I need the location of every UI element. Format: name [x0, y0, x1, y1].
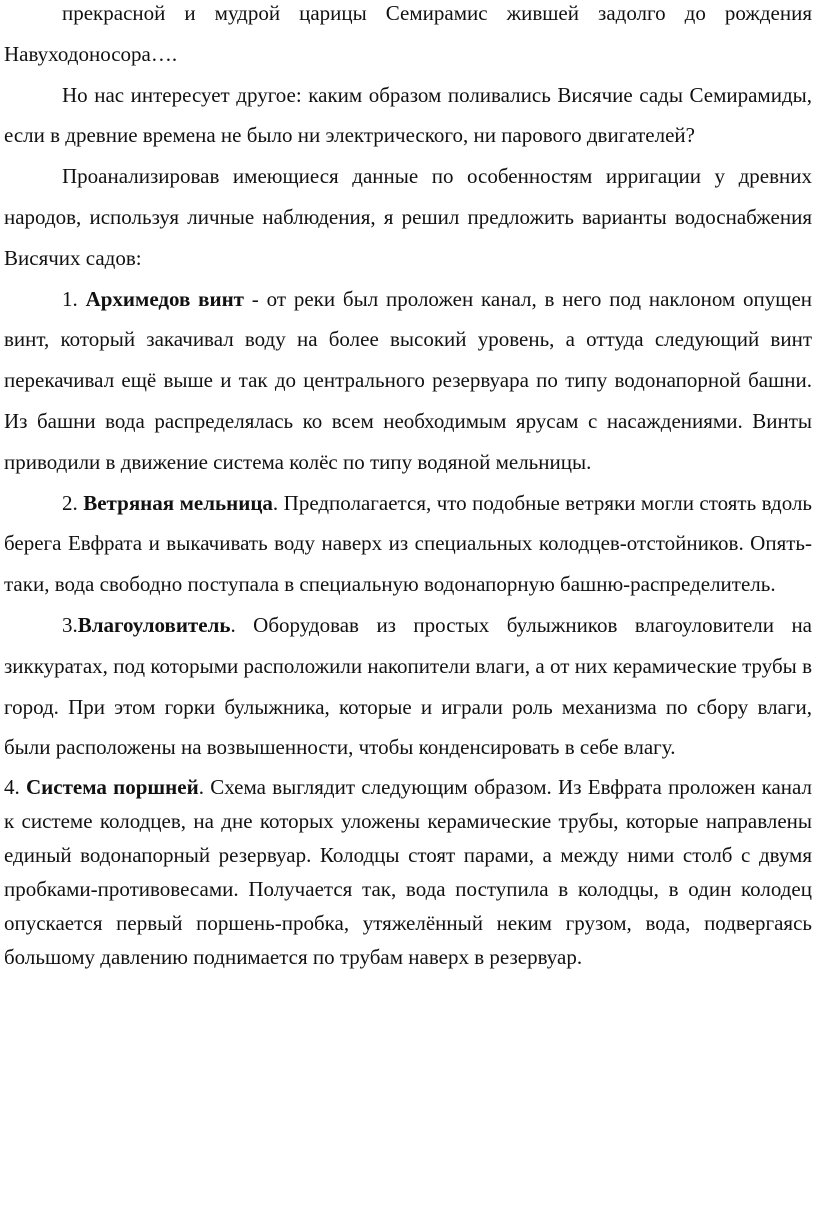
- item-number: 2.: [62, 490, 84, 515]
- paragraph-intro-continuation: прекрасной и мудрой царицы Семирамис жившей задолго до рождения Навуходоносора….: [4, 1, 812, 66]
- list-item-windmill: [4, 483, 812, 605]
- item-number: 1.: [62, 286, 86, 311]
- item-text: . Предполагается, что подобные ветряки могли стоять вдоль берега Евфрата и выкачивать воду наверх из специальных колодцев-отстойников. Опять-таки, вода свободно поступала в специальную водонапорную башню-распределитель.: [4, 490, 813, 597]
- item-text: . Оборудовав из простых булыжников влагоуловители на зиккуратах, под которыми расположили накопители влаги, а от них керамические трубы в город. При этом горки булыжника, которые и играли роль механизма по сбору влаги, были расположены на возвышенности, чтобы конденсировать в себе влагу.: [4, 612, 812, 760]
- item-number: 4.: [4, 775, 27, 800]
- list-item-piston-system: [4, 770, 812, 974]
- list-item-moisture-catcher: [4, 605, 812, 768]
- item-title: Ветряная мельница: [83, 490, 273, 515]
- item-text: . Схема выглядит следующим образом. Из Евфрата проложен канал к системе колодцев, на дне которых уложены керамические трубы, которые направлены единый водонапорный резервуар. Колодцы стоят парами, а между ними столб с двумя пробками-противовесами. Получается так, вода поступила в колодцы, в один колодец опускается первый поршень-пробка, утяжелённый неким грузом, вода, подвергаясь большому давлению поднимается по трубам наверх в резервуар.: [4, 775, 812, 970]
- item-title: Система поршней: [26, 775, 199, 800]
- item-number: 3.: [62, 612, 78, 637]
- list-item-archimedes-screw: [4, 279, 812, 483]
- paragraph-analysis: Проанализировав имеющиеся данные по особенностям ирригации у древних народов, используя личные наблюдения, я решил предложить варианты водоснабжения Висячих садов:: [4, 164, 812, 270]
- item-title: Архимедов винт: [85, 286, 244, 311]
- item-text: - от реки был проложен канал, в него под наклоном опущен винт, который закачивал воду на более высокий уровень, а оттуда следующий винт перекачивал ещё выше и так до центрального резервуара по типу водонапорной башни. Из башни вода распределялась ко всем необходимым ярусам с насаждениями. Винты приводили в движение система колёс по типу водяной мельницы.: [4, 286, 812, 474]
- item-title: Влагоуловитель: [77, 612, 231, 637]
- paragraph-question: Но нас интересует другое: каким образом поливались Висячие сады Семирамиды, если в древние времена не было ни электрического, ни парового двигателей?: [4, 82, 812, 148]
